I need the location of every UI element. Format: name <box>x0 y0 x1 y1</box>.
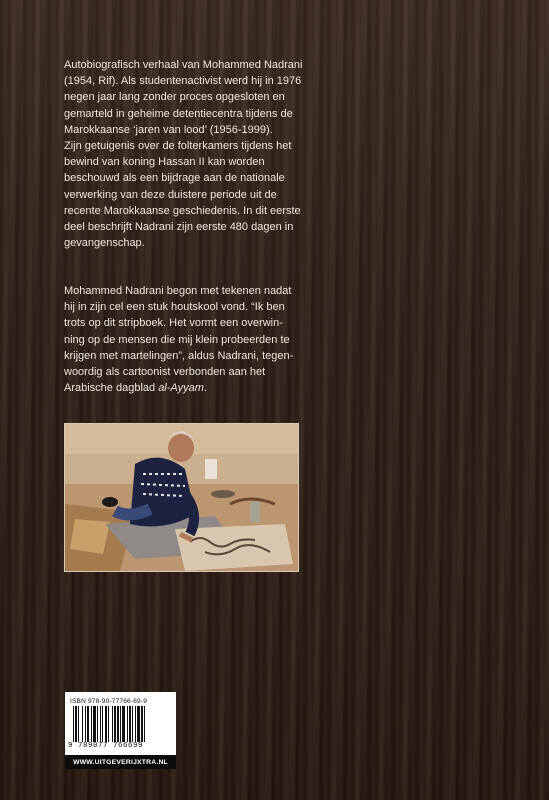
last-line-suffix: . <box>203 382 207 395</box>
blurb-line: verwerking van deze duistere periode uit de <box>64 188 277 201</box>
isbn-number: ISBN 978-90-77766-69-9 <box>70 698 148 705</box>
blurb-line: gevangenschap. <box>64 237 145 250</box>
newspaper-name: al-Ayyam <box>158 382 204 395</box>
last-line-prefix: Arabische dagblad <box>64 382 159 395</box>
blurb-line: bewind van koning Hassan II kan worden <box>64 156 265 169</box>
barcode-digits: 9 789077 766699 <box>68 742 144 750</box>
author-drawing-photo <box>64 423 299 572</box>
blurb-line: woordig als cartoonist verbonden aan het <box>64 366 266 379</box>
blurb-line: Marokkaanse ‘jaren van lood’ (1956-1999). <box>64 123 273 136</box>
blurb-line: hij in zijn cel een stuk houtskool vond. “Ik ben <box>64 301 285 314</box>
blurb-line: beschouwd als een bijdrage aan de nationale <box>64 172 285 185</box>
blurb-line: recente Marokkaanse geschiedenis. In dit eerste <box>64 204 301 217</box>
publisher-website: WWW.UITGEVERIJXTRA.NL <box>65 755 176 769</box>
blurb-line: Mohammed Nadrani begon met tekenen nadat <box>64 285 292 297</box>
blurb-paragraph-2 <box>64 283 304 396</box>
author-drawing-photo-illustration <box>65 424 298 571</box>
blurb-line: gemarteld in geheime detentiecentra tijdens de <box>64 107 293 120</box>
blurb-line: trots op dit stripboek. Het vormt een overwin- <box>64 317 283 330</box>
blurb-paragraph-1 <box>64 57 304 251</box>
blurb-line: ning op de mensen die mij klein probeerden te <box>64 333 290 346</box>
barcode-icon <box>65 706 176 746</box>
blurb-line: negen jaar lang zonder proces opgesloten en <box>64 91 285 104</box>
blurb-line: Zijn getuigenis over de folterkamers tijdens het <box>64 140 292 153</box>
blurb-line-last <box>64 380 304 396</box>
blurb-line: Autobiografisch verhaal van Mohammed Nadrani <box>64 59 303 71</box>
blurb-line: (1954, Rif). Als studentenactivist werd hij in 1976 <box>64 75 302 88</box>
blurb-line: deel beschrijft Nadrani zijn eerste 480 dagen in <box>64 221 294 234</box>
blurb-line: krijgen met martelingen”, aldus Nadrani, tegen- <box>64 349 294 362</box>
